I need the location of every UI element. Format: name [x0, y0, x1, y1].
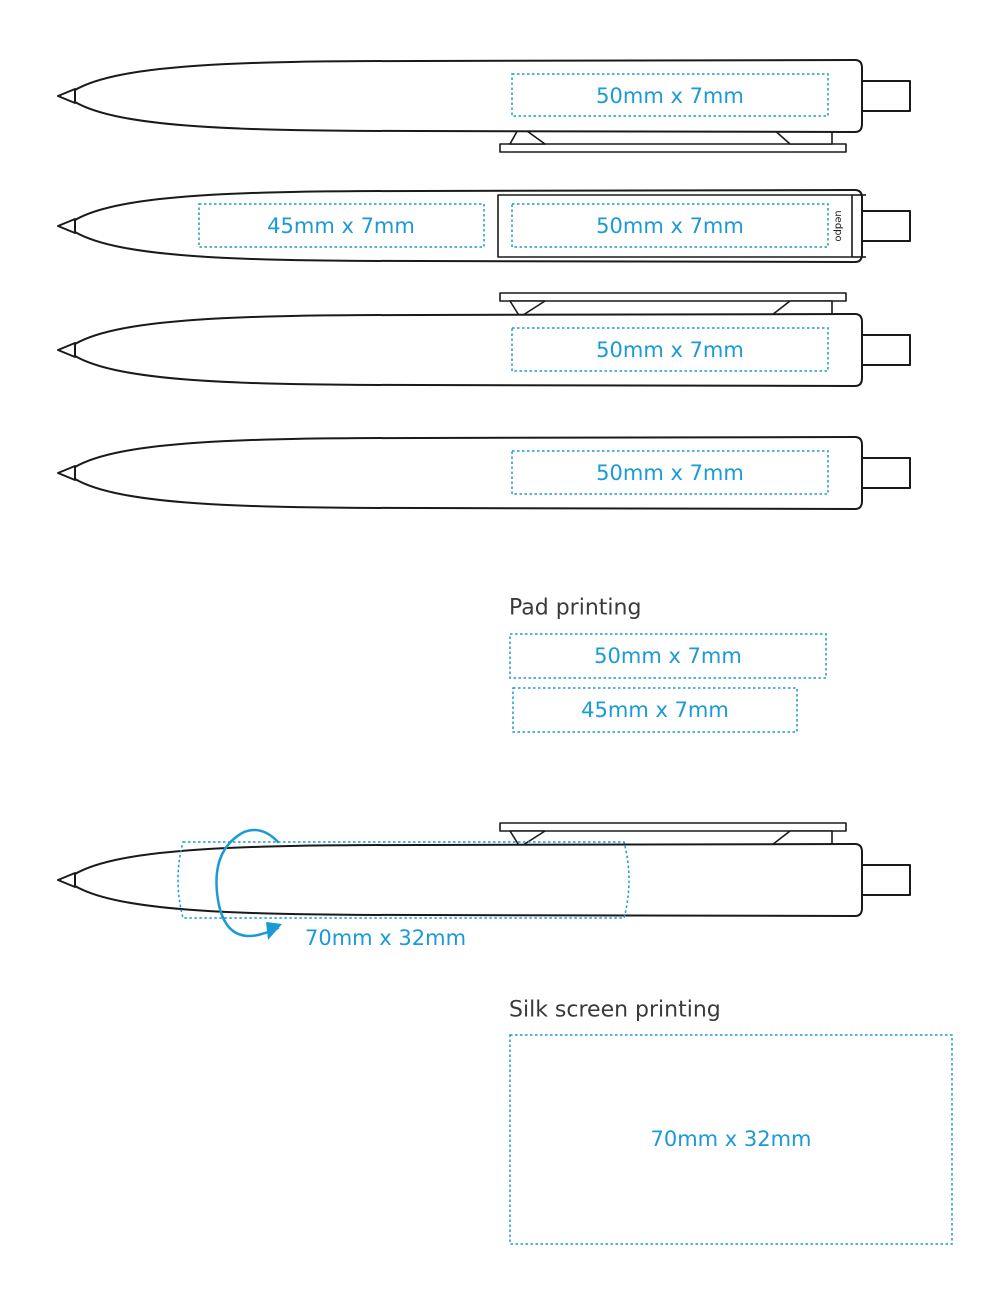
brand-logo: uedpo: [832, 210, 844, 242]
pen-clip-down: [58, 60, 910, 152]
pad-printing-legend: [509, 596, 826, 733]
pen-body: [58, 844, 910, 916]
silk-screen-legend: [509, 998, 952, 1245]
wrap-area-label: 70mm x 32mm: [305, 926, 467, 950]
print-area-label: 50mm x 7mm: [596, 84, 744, 108]
pen-body: [58, 60, 910, 132]
pen-body: [58, 314, 910, 386]
pad-printing-heading: Pad printing: [509, 595, 642, 621]
print-area-label: 50mm x 7mm: [596, 214, 744, 238]
pen-plain: [58, 437, 910, 509]
print-area-label: 50mm x 7mm: [596, 338, 744, 362]
silk-screen-area-label: 70mm x 32mm: [650, 1127, 812, 1151]
silk-screen-heading: Silk screen printing: [509, 997, 721, 1023]
pen-body: [58, 437, 910, 509]
pad-area-label: 45mm x 7mm: [581, 698, 729, 722]
print-area-label: 45mm x 7mm: [267, 214, 415, 238]
print-area-label: 50mm x 7mm: [596, 461, 744, 485]
pad-area-label: 50mm x 7mm: [594, 644, 742, 668]
pen-clip-up: [58, 293, 910, 386]
pen-wrap-print: [58, 823, 910, 950]
pen-clip-front: [58, 190, 910, 262]
